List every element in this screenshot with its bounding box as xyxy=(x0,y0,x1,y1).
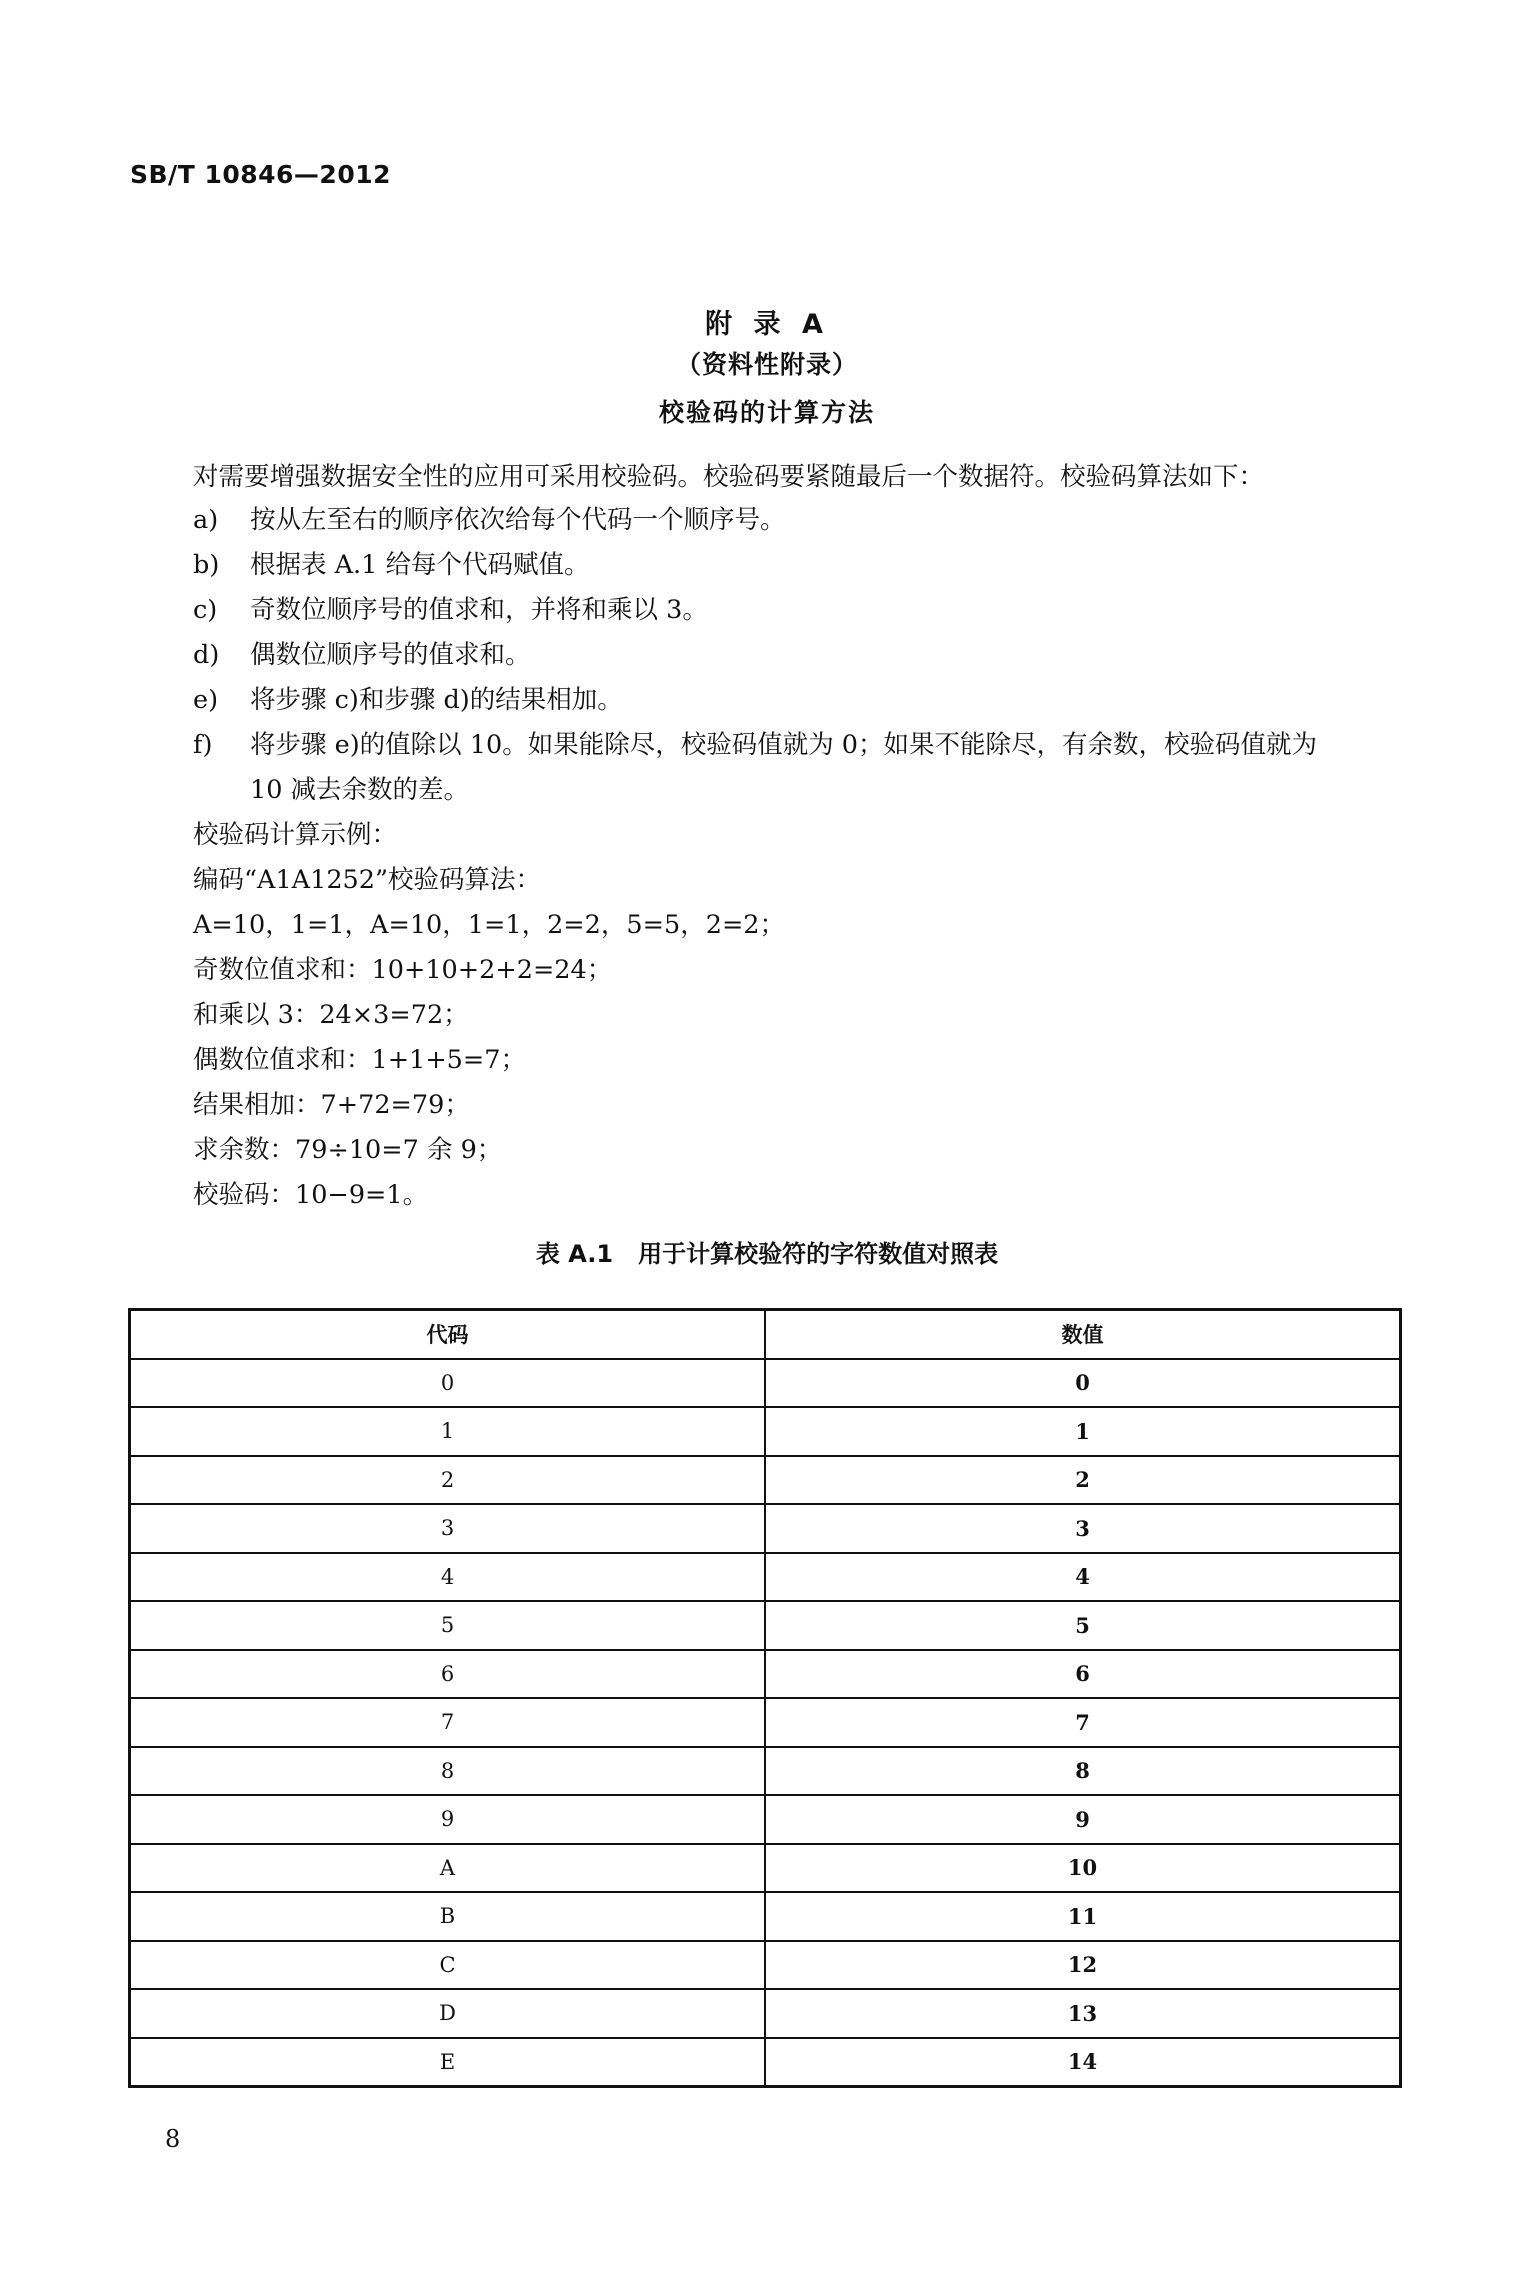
table-row xyxy=(130,1698,1401,1747)
code-cell: D xyxy=(130,1989,766,2038)
code-cell: 5 xyxy=(130,1601,766,1650)
value-cell: 5 xyxy=(765,1601,1401,1650)
code-cell: 3 xyxy=(130,1504,766,1553)
step-text: 奇数位顺序号的值求和，并将和乘以 3。 xyxy=(250,595,708,625)
table-row xyxy=(130,1747,1401,1796)
table-row xyxy=(130,1456,1401,1505)
code-cell: 8 xyxy=(130,1747,766,1796)
example-line: 结果相加：7+72=79； xyxy=(193,1090,470,1120)
value-cell: 14 xyxy=(765,2038,1401,2087)
example-line: 偶数位值求和：1+1+5=7； xyxy=(193,1045,526,1075)
table-body xyxy=(130,1359,1401,2087)
standard-code: SB/T 10846—2012 xyxy=(130,160,392,189)
value-cell: 3 xyxy=(765,1504,1401,1553)
example-line: 求余数：79÷10=7 余 9； xyxy=(193,1135,503,1165)
example-line: A=10，1=1，A=10，1=1，2=2，5=5，2=2； xyxy=(193,910,786,940)
appendix-name: 校验码的计算方法 xyxy=(658,398,875,427)
table-row xyxy=(130,1601,1401,1650)
table-row xyxy=(130,1941,1401,1990)
code-cell: 2 xyxy=(130,1456,766,1505)
value-cell: 9 xyxy=(765,1795,1401,1844)
code-cell: A xyxy=(130,1844,766,1893)
table-row xyxy=(130,2038,1401,2087)
step-text: 根据表 A.1 给每个代码赋值。 xyxy=(250,550,590,580)
step-label: e) xyxy=(193,685,219,715)
value-cell: 1 xyxy=(765,1407,1401,1456)
value-cell: 4 xyxy=(765,1553,1401,1602)
value-cell: 6 xyxy=(765,1650,1401,1699)
step-text: 将步骤 e)的值除以 10。如果能除尽，校验码值就为 0；如果不能除尽，有余数，校验码值就为 xyxy=(250,730,1318,760)
table-row xyxy=(130,1892,1401,1941)
table-row xyxy=(130,1359,1401,1408)
appendix-subtitle: （资料性附录） xyxy=(675,350,858,379)
value-cell: 0 xyxy=(765,1359,1401,1408)
step-text: 将步骤 c)和步骤 d)的结果相加。 xyxy=(250,685,623,715)
page-number: 8 xyxy=(165,2125,181,2153)
code-cell: E xyxy=(130,2038,766,2087)
table-header-row xyxy=(130,1310,1401,1359)
table-row xyxy=(130,1553,1401,1602)
code-cell: 7 xyxy=(130,1698,766,1747)
intro-paragraph: 对需要增强数据安全性的应用可采用校验码。校验码要紧随最后一个数据符。校验码算法如下： xyxy=(193,462,1265,492)
appendix-title: 附 录 A xyxy=(705,309,829,340)
char-value-table xyxy=(128,1308,1402,2088)
table-row xyxy=(130,1989,1401,2038)
code-cell: 6 xyxy=(130,1650,766,1699)
step-text-continuation: 10 减去余数的差。 xyxy=(250,775,470,805)
table-row xyxy=(130,1407,1401,1456)
value-cell: 10 xyxy=(765,1844,1401,1893)
value-cell: 2 xyxy=(765,1456,1401,1505)
column-header-value: 数值 xyxy=(765,1310,1401,1359)
value-cell: 8 xyxy=(765,1747,1401,1796)
table-row xyxy=(130,1650,1401,1699)
step-label: c) xyxy=(193,595,218,625)
code-cell: 1 xyxy=(130,1407,766,1456)
table-row xyxy=(130,1504,1401,1553)
example-line: 奇数位值求和：10+10+2+2=24； xyxy=(193,955,613,985)
code-cell: 4 xyxy=(130,1553,766,1602)
example-line: 编码“A1A1252”校验码算法： xyxy=(193,865,542,895)
example-line: 校验码：10−9=1。 xyxy=(193,1180,429,1210)
code-cell: 0 xyxy=(130,1359,766,1408)
example-line: 和乘以 3：24×3=72； xyxy=(193,1000,469,1030)
code-cell: C xyxy=(130,1941,766,1990)
step-label: f) xyxy=(193,730,213,760)
step-text: 偶数位顺序号的值求和。 xyxy=(250,640,531,670)
value-cell: 7 xyxy=(765,1698,1401,1747)
code-cell: B xyxy=(130,1892,766,1941)
table-row xyxy=(130,1844,1401,1893)
value-cell: 13 xyxy=(765,1989,1401,2038)
code-cell: 9 xyxy=(130,1795,766,1844)
step-text: 按从左至右的顺序依次给每个代码一个顺序号。 xyxy=(250,505,786,535)
example-heading: 校验码计算示例： xyxy=(193,820,398,850)
step-label: b) xyxy=(193,550,220,580)
column-header-code: 代码 xyxy=(130,1310,766,1359)
value-cell: 12 xyxy=(765,1941,1401,1990)
value-cell: 11 xyxy=(765,1892,1401,1941)
table-caption: 表 A.1 用于计算校验符的字符数值对照表 xyxy=(535,1240,999,1268)
step-label: d) xyxy=(193,640,220,670)
table-row xyxy=(130,1795,1401,1844)
step-label: a) xyxy=(193,505,219,535)
